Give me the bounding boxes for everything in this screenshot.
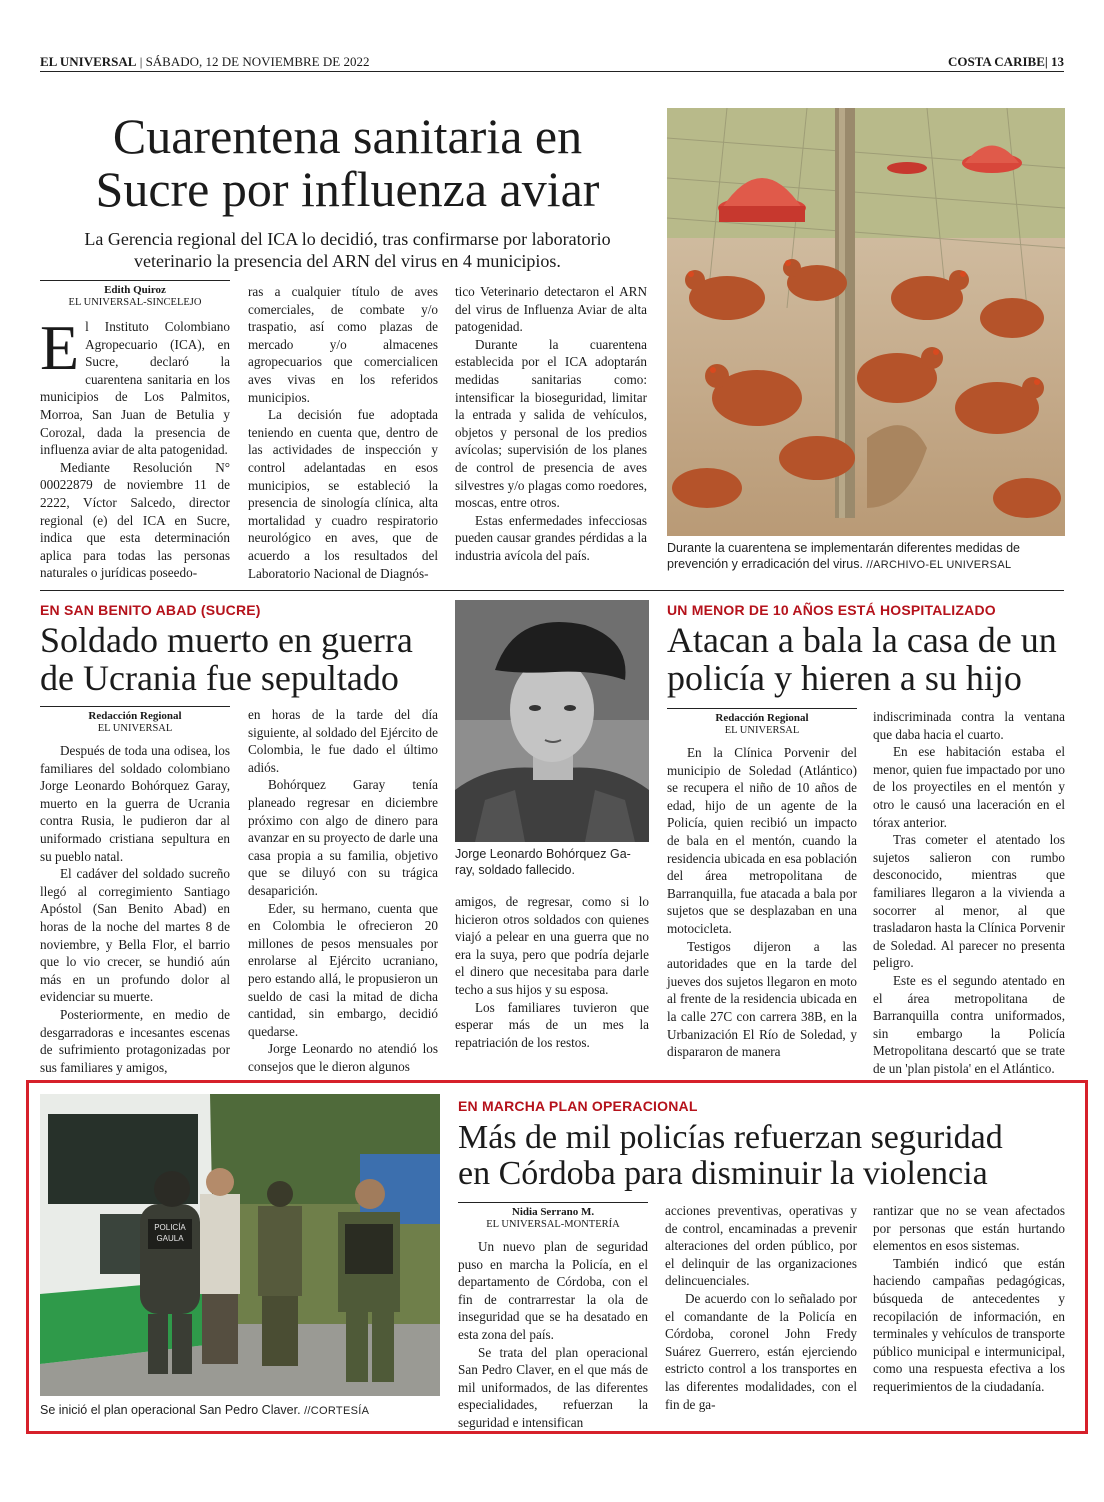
story1-byline <box>40 280 230 310</box>
story4-paragraph: También indicó que están haciendo campañas pedagógicas, búsqueda de antecedentes y recopilación de información, en terminales y vehículos de transporte público municipal e intermunicipal, como una respuesta efectiva a los requerimientos de la ciudadanía. <box>873 1255 1065 1394</box>
story4-kicker: EN MARCHA PLAN OPERACIONAL <box>458 1098 698 1114</box>
story3-paragraph: En ese habitación estaba el menor, quien fue impactado por uno de los proyectiles en el mentón y otro le causó una laceración en el tórax anterior. <box>873 744 1065 830</box>
story4-column-1 <box>458 1238 648 1430</box>
story3-title-line2: policía y hieren a su hijo <box>667 657 1022 698</box>
story3-outlet: EL UNIVERSAL <box>724 725 800 737</box>
chickens-caption <box>667 540 1067 573</box>
story3-byline <box>667 708 857 738</box>
section-divider <box>40 590 1064 591</box>
story3-column-1 <box>667 744 857 1069</box>
soldier-photo <box>455 600 649 842</box>
story2-column-1 <box>40 742 230 1075</box>
story1-title-line1: Cuarentena sanitaria en <box>112 108 583 164</box>
story2-paragraph: Los familiares tuvieron que esperar más de un mes la repatriación de los restos. <box>455 999 649 1050</box>
story1-paragraph: La decisión fue adoptada teniendo en cuenta que, dentro de las actividades de inspección y control adelantadas en esos municipios, se estableció la presencia de sinología clínica, alta mortalidad y cuadro respiratorio neurológico en aves, que de acuerdo a los resultados del Laboratorio Nacional de Diagnós- <box>248 407 438 581</box>
issue-date: SÁBADO, 12 DE NOVIEMBRE DE 2022 <box>145 54 370 69</box>
vest-label-2: GAULA <box>156 1234 184 1243</box>
story1-paragraph: Mediante Resolución N° 00022879 de noviembre 11 de 2222, Víctor Salcedo, director regional (e) del ICA en Sucre, indica que esta determinación aplica para todas las personas naturales o jurídicas poseedo- <box>40 459 230 581</box>
chickens-caption-line2: prevención y erradicación del virus. <box>667 557 863 571</box>
story2-paragraph: amigos, de regresar, como si lo hicieron otros soldados con quienes viajó a pelear en una guerra que no era la suya, pero que podría dejarle el dinero que necesitaba para darle techo a sus hijos y su esposa. <box>455 894 649 997</box>
story3-paragraph: Testigos dijeron a las autoridades que en la tarde del jueves dos sujetos llegaron en moto al frente de la residencia ubicada en la calle 27C con carrera 38B, en la Urbanización El Río de Soledad, y dispararon de manera <box>667 938 857 1060</box>
story2-kicker: EN SAN BENITO ABAD (SUCRE) <box>40 602 261 618</box>
section-name: COSTA CARIBE <box>947 54 1045 69</box>
story3-paragraph: Este es el segundo atentado en el área metropolitana de Barranquilla contra uniformados, sin embargo la Policía Metropolitana descartó que se trate de un 'plan pistola' en el Atlántico. <box>873 972 1065 1076</box>
soldier-caption-line2: ray, soldado fallecido. <box>455 863 575 877</box>
story2-byline <box>40 706 230 736</box>
story1-title-line2: Sucre por influenza aviar <box>95 160 600 217</box>
story1-column-3 <box>455 283 647 571</box>
story2-paragraph: Posteriormente, en medio de desgarradoras e incesantes escenas de sufrimiento protagonizadas por sus familiares y amigos, <box>40 1006 230 1075</box>
vest-label-1: POLICÍA <box>154 1223 186 1232</box>
story3-title-line1: Atacan a bala la casa de un <box>667 620 1057 660</box>
police-photo <box>40 1094 440 1396</box>
story1-author: Edith Quiroz <box>104 284 166 296</box>
story4-column-2 <box>665 1202 857 1422</box>
running-header: EL UNIVERSAL | SÁBADO, 12 DE NOVIEMBRE DE 2022 COSTA CARIBE| 13 <box>40 52 1064 72</box>
story4-paragraph: De acuerdo con lo señalado por el comandante de la Policía en Córdoba, coronel John Fredy Suárez Guerrero, están ejerciendo estricto control a los transportes en las diferentes modalidades, con el fin de ga- <box>665 1290 857 1412</box>
story4-author: Nidia Serrano M. <box>511 1206 595 1218</box>
story2-title-line2: de Ucrania fue sepultado <box>40 657 399 698</box>
story3-title <box>667 622 1067 698</box>
story2-author: Redacción Regional <box>88 710 182 722</box>
story1-paragraph: Estas enfermedades infecciosas pueden causar grandes pérdidas a la industria avícola del país. <box>455 512 647 563</box>
story1-column-1 <box>40 312 230 581</box>
story4-paragraph: Se trata del plan operacional San Pedro Claver, en el que más de mil uniformados, de las diferentes especialidades, refuerzan la seguridad e intensifican <box>458 1344 648 1430</box>
story1-paragraph: ras a cualquier título de aves comerciales, de combate y/o traspatio, así como plazas de mercado y/o almacenes agropecuarios que comercialicen aves vivas en los referidos municipios. <box>248 284 438 405</box>
soldier-caption <box>455 846 649 878</box>
story1-deck-line2: veterinario la presencia del ARN del virus en 4 municipios. <box>134 251 561 271</box>
story2-title-line1: Soldado muerto en guerra <box>40 620 413 660</box>
soldier-caption-line1: Jorge Leonardo Bohórquez Ga- <box>455 847 631 861</box>
story1-paragraph: l Instituto Colombiano Agropecuario (ICA), en Sucre, declaró la cuarentena sanitaria en los municipios de Los Palmitos, Morroa, San Juan de Betulia y Corozal, dada la presencia de influenza aviar de alta patogenidad. <box>40 319 230 458</box>
story4-outlet: EL UNIVERSAL-MONTERÍA <box>486 1219 620 1231</box>
story2-paragraph: Eder, su hermano, cuenta que en Colombia le ofrecieron 20 millones de pesos mensuales por enrolarse al Ejército ucraniano, pero estando allá, le propusieron un sueldo de casi la mitad de dicha cantidad, sin embargo, decidió quedarse. <box>248 900 438 1039</box>
story4-paragraph: acciones preventivas, operativas y de control, encaminadas a prevenir alteraciones del orden público, por el delinquir de las organizaciones delincuenciales. <box>665 1203 857 1289</box>
story4-column-3 <box>873 1202 1065 1422</box>
story2-paragraph: El cadáver del soldado sucreño llegó al corregimiento Santiago Apóstol (San Benito Abad) en horas de la noche del martes 8 de noviembre, y Bella Flor, el barrio que lo vio crecer, se hundió aún más en un profundo dolor al evidenciar su muerte. <box>40 866 230 1005</box>
story2-paragraph: Después de toda una odisea, los familiares del soldado colombiano Jorge Leonardo Bohórquez Garay, muerto en la guerra de Ucrania contra Rusia, le pudieron dar al uniformado cristiana sepultura en su pueblo natal. <box>40 743 230 864</box>
story2-column-2 <box>248 706 438 1074</box>
police-photo-credit: //CORTESÍA <box>304 1405 370 1417</box>
police-caption-text: Se inició el plan operacional San Pedro Claver. <box>40 1403 301 1417</box>
chickens-caption-line1: Durante la cuarentena se implementarán diferentes medidas de <box>667 541 1020 555</box>
story1-paragraph: Durante la cuarentena establecida por el ICA adoptarán medidas sanitarias como: intensificar la bioseguridad, limitar la entrada y salida de vehículos, objetos y personal de los predios avícolas; supervisión de los planes de control de presencia de aves silvestres y/o plagas como roedores, moscas, entre otros. <box>455 336 647 511</box>
story4-byline <box>458 1202 648 1232</box>
story1-deck <box>40 228 655 272</box>
story3-paragraph: En la Clínica Porvenir del municipio de Soledad (Atlántico) se recupera el niño de 10 años de edad, hijo de un agente de la Policía, quien recibió un impacto de bala en el mentón, cuando la residencia ubicada en esa población del área metropolitana de Barranquilla, fue atacada a bala por sujetos que se desplazaban en una motocicleta. <box>667 745 857 936</box>
story1-title <box>40 110 655 215</box>
story3-paragraph: indiscriminada contra la ventana que daba hacia el cuarto. <box>873 709 1065 742</box>
story2-paragraph: en horas de la tarde del día siguiente, al soldado del Ejército de Colombia, le fue dado el último adiós. <box>248 707 438 775</box>
story1-dropcap: E <box>40 312 80 383</box>
page-number: 13 <box>1051 54 1064 69</box>
story4-title-line1: Más de mil policías refuerzan seguridad <box>458 1119 1003 1156</box>
story1-paragraph: tico Veterinario detectaron el ARN del virus de Influenza Aviar de alta patogenidad. <box>455 284 647 335</box>
story4-title-line2: en Córdoba para disminuir la violencia <box>458 1155 988 1192</box>
story4-title <box>458 1120 1068 1192</box>
story1-deck-line1: La Gerencia regional del ICA lo decidió, tras confirmarse por laboratorio <box>84 229 611 249</box>
police-caption <box>40 1402 440 1419</box>
story3-paragraph: Tras cometer el atentado los sujetos salieron con rumbo desconocido, mientras que familiares llegaron a la vivienda a socorrer al menor, al que trasladaron hasta la Clínica Porvenir de Soledad. Al parecer no presenta peligro. <box>873 832 1065 971</box>
story3-kicker: UN MENOR DE 10 AÑOS ESTÁ HOSPITALIZADO <box>667 602 996 618</box>
story3-column-2 <box>873 708 1065 1076</box>
story2-paragraph: Bohórquez Garay tenía planeado regresar en diciembre próximo con algo de dinero para avanzar en su proyecto de darle una casa propia a su familia, objetivo que se diluyó con su trágica desaparición. <box>248 777 438 898</box>
story2-title <box>40 622 450 698</box>
story2-outlet: EL UNIVERSAL <box>97 723 173 735</box>
story2-column-3 <box>455 893 649 1069</box>
story3-author: Redacción Regional <box>715 712 809 724</box>
story4-paragraph: Un nuevo plan de seguridad puso en marcha la Policía, en el departamento de Córdoba, con el fin de contrarrestar la ola de inseguridad que se ha desatado en esta zona del país. <box>458 1239 648 1342</box>
paper-name: EL UNIVERSAL <box>40 54 137 69</box>
chickens-photo-credit: //ARCHIVO-EL UNIVERSAL <box>866 559 1012 571</box>
chickens-photo <box>667 108 1065 536</box>
story2-paragraph: Jorge Leonardo no atendió los consejos que le dieron algunos <box>248 1041 438 1074</box>
story4-paragraph: rantizar que no se vean afectados por personas que están hurtando elementos en esos sistemas. <box>873 1203 1065 1254</box>
story1-outlet: EL UNIVERSAL-SINCELEJO <box>68 297 202 309</box>
story1-column-2 <box>248 283 438 581</box>
